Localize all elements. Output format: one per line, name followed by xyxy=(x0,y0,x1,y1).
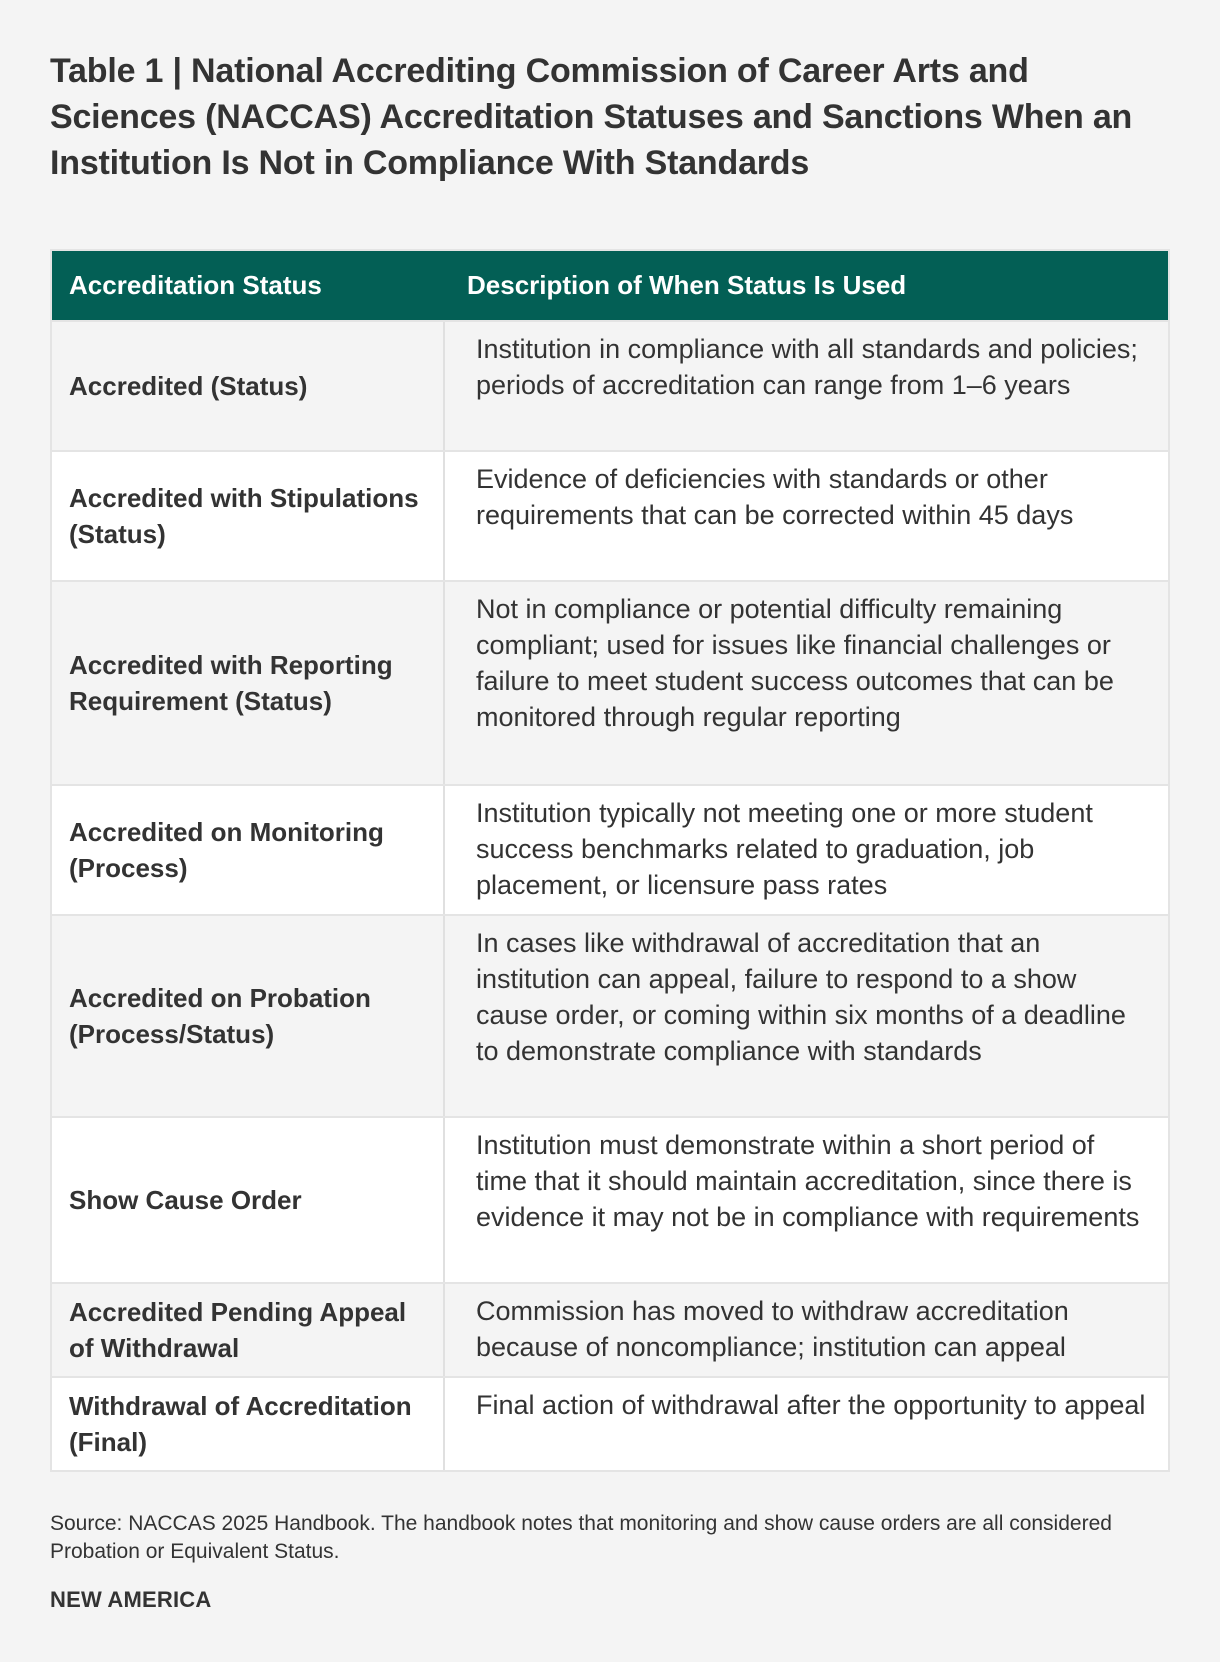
table-row xyxy=(52,1376,1168,1470)
status-cell: Accredited on Probation (Process/Status) xyxy=(52,916,445,1116)
description-cell: Not in compliance or potential difficulty remaining compliant; used for issues like financial challenges or failure to meet student success outcomes that can be monitored through regular reporting xyxy=(476,594,1114,732)
table-title: Table 1 | National Accrediting Commission of Career Arts and Sciences (NACCAS) Accreditation Statuses and Sanctions When an Institution Is Not in Compliance With Standards xyxy=(50,52,1133,182)
description-cell: In cases like withdrawal of accreditation that an institution can appeal, failure to respond to a show cause order, or coming within six months of a deadline to demonstrate compliance with standards xyxy=(476,928,1126,1066)
table-row xyxy=(52,1116,1168,1282)
status-cell: Accredited with Reporting Requirement (Status) xyxy=(52,582,445,784)
header-description: Description of When Status Is Used xyxy=(467,270,907,300)
header-accreditation-status: Accreditation Status xyxy=(69,270,322,300)
table-row xyxy=(52,1282,1168,1376)
description-cell: Institution in compliance with all standards and policies; periods of accreditation can range from 1–6 years xyxy=(476,334,1138,400)
status-cell: Accredited Pending Appeal of Withdrawal xyxy=(52,1284,445,1376)
table-header-row xyxy=(52,251,1168,320)
status-cell: Accredited with Stipulations (Status) xyxy=(52,452,445,580)
accreditation-table xyxy=(50,249,1170,1472)
description-cell: Evidence of deficiencies with standards or other requirements that can be corrected within 45 days xyxy=(476,464,1074,530)
table-row xyxy=(52,784,1168,914)
status-cell: Show Cause Order xyxy=(52,1118,445,1282)
description-cell: Final action of withdrawal after the opportunity to appeal xyxy=(476,1390,1146,1420)
table-row xyxy=(52,580,1168,784)
table-row xyxy=(52,914,1168,1116)
description-cell: Commission has moved to withdraw accreditation because of noncompliance; institution can appeal xyxy=(476,1296,1069,1362)
description-cell: Institution must demonstrate within a short period of time that it should maintain accreditation, since there is evidence it may not be in compliance with requirements xyxy=(476,1130,1140,1232)
status-cell: Withdrawal of Accreditation (Final) xyxy=(52,1378,445,1470)
brand-logo-text: NEW AMERICA xyxy=(50,1587,212,1612)
description-cell: Institution typically not meeting one or more student success benchmarks related to graduation, job placement, or licensure pass rates xyxy=(476,798,1093,900)
table-row xyxy=(52,320,1168,450)
source-note: Source: NACCAS 2025 Handbook. The handbook notes that monitoring and show cause orders are all considered Probation or Equivalent Status. xyxy=(50,1512,1112,1563)
table-row xyxy=(52,450,1168,580)
status-cell: Accredited on Monitoring (Process) xyxy=(52,786,445,914)
status-cell: Accredited (Status) xyxy=(52,322,445,450)
